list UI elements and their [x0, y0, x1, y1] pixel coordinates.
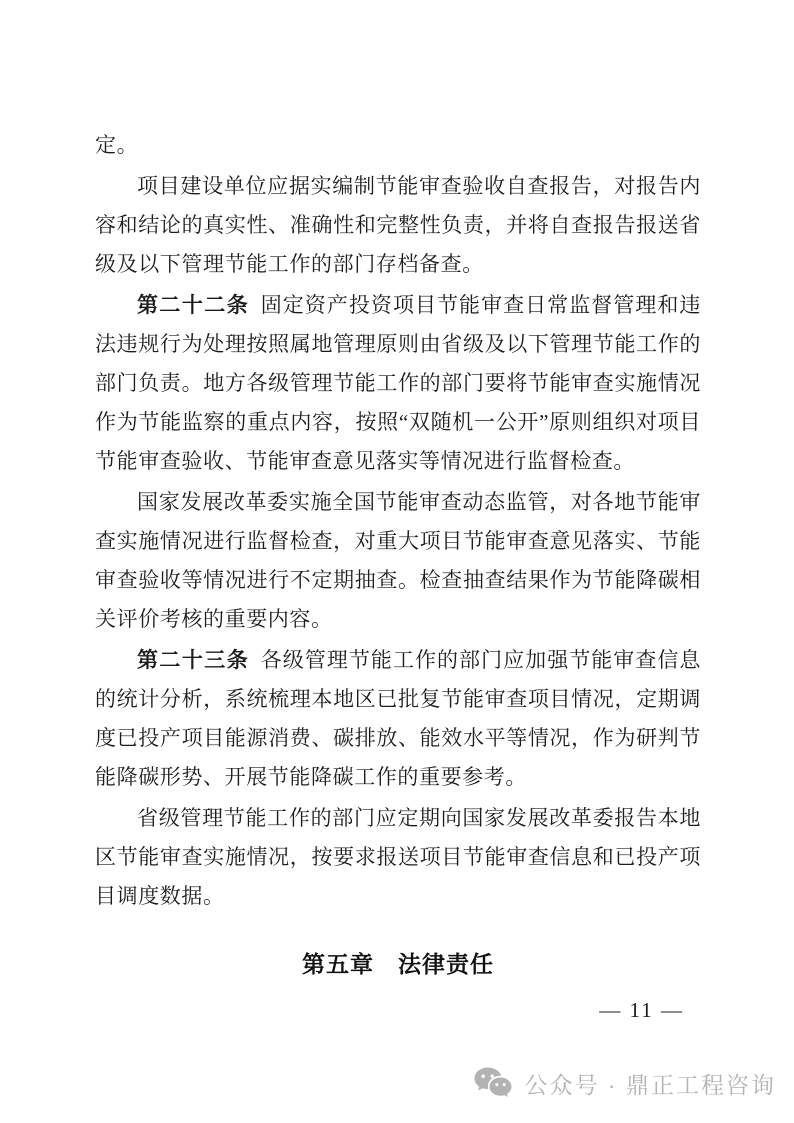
- paragraph-text: 国家发展改革委实施全国节能审查动态监管，对各地节能审查实施情况进行监督检查，对重大项目节能审查意见落实、节能审查验收等情况进行不定期抽查。检查抽查结果作为节能降碳相关评价考核的重要内容。: [95, 490, 701, 631]
- paragraph-text: 各级管理节能工作的部门应加强节能审查信息的统计分析，系统梳理本地区已批复节能审查项目情况，定期调度已投产项目能源消费、碳排放、能效水平等情况，作为研判节能降碳形势、开展节能降碳工作的重要参考。: [95, 648, 702, 789]
- watermark-text: 公众号 · 鼎正工程咨询: [524, 1071, 776, 1098]
- paragraph-text: 省级管理节能工作的部门应定期向国家发展改革委报告本地区节能审查实施情况，按要求报送项目节能审查信息和已投产项目调度数据。: [95, 806, 701, 908]
- paragraph-article-22: [95, 286, 701, 481]
- paragraph: [95, 167, 701, 284]
- paragraph-article-23: [95, 641, 701, 797]
- article-number: 第二十二条: [137, 294, 250, 317]
- footer-watermark: [473, 1066, 776, 1100]
- chapter-heading: 第五章 法律责任: [302, 951, 494, 977]
- paragraph-text: 定。: [95, 133, 139, 157]
- page-number: — 11 —: [599, 998, 684, 1022]
- paragraph: [95, 483, 701, 639]
- paragraph-continuation: [95, 126, 701, 165]
- paragraph-text: 固定资产投资项目节能审查日常监督管理和违法违规行为处理按照属地管理原则由省级及以下管理节能工作的部门负责。地方各级管理节能工作的部门要将节能审查实施情况作为节能监察的重点内容，按照“双随机一公开”原则组织对项目节能审查验收、节能审查意见落实等情况进行监督检查。: [95, 293, 702, 473]
- wechat-icon: [473, 1066, 513, 1100]
- paragraph-text: 项目建设单位应据实编制节能审查验收自查报告，对报告内容和结论的真实性、准确性和完整性负责，并将自查报告报送省级及以下管理节能工作的部门存档备查。: [95, 174, 701, 276]
- paragraph: [95, 799, 701, 916]
- article-number: 第二十三条: [137, 649, 250, 672]
- document-body: [95, 126, 701, 979]
